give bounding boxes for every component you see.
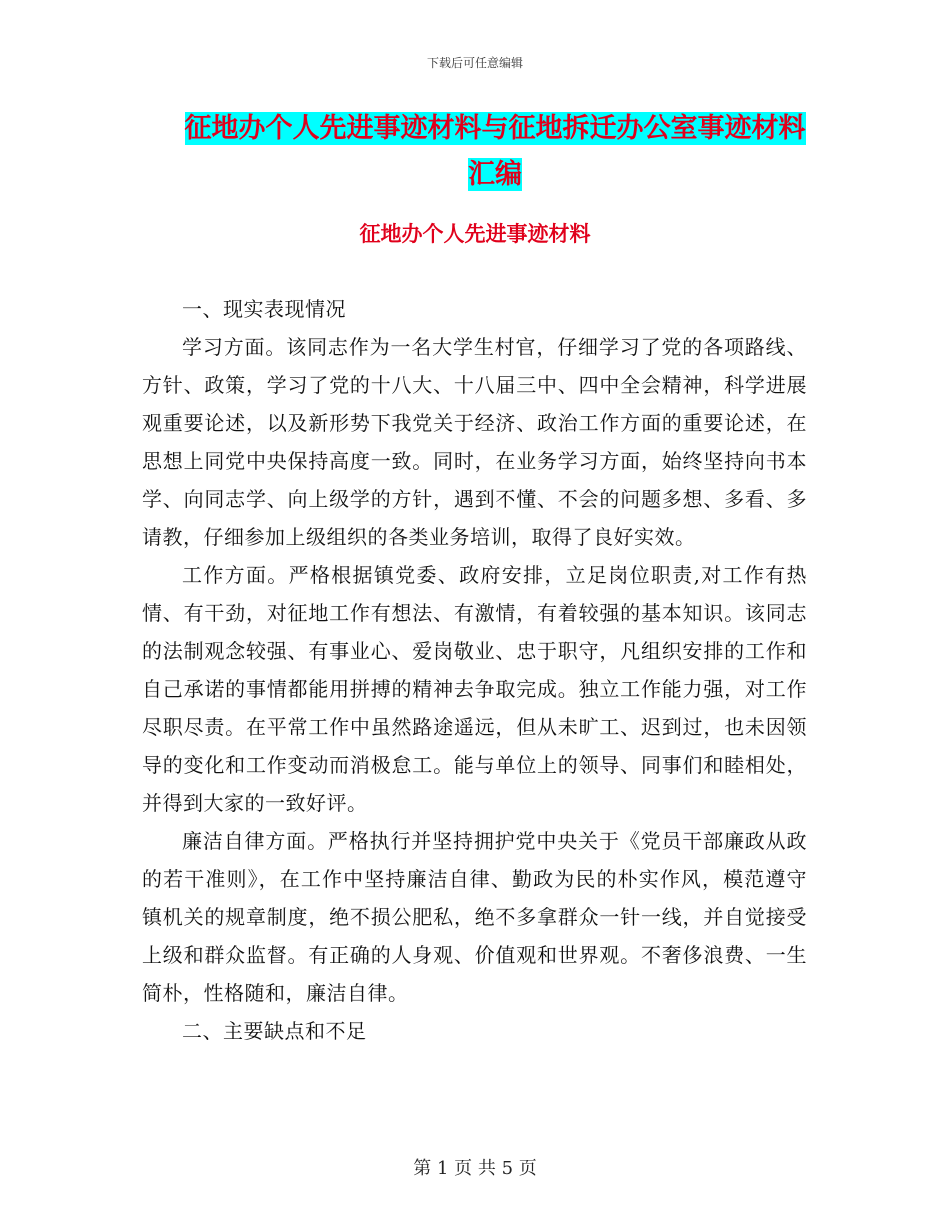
paragraph-integrity: 廉洁自律方面。严格执行并坚持拥护党中央关于《党员干部廉政从政的若干准则》，在工作中坚持廉洁自律、勤政为民的朴实作风，模范遵守镇机关的规章制度，绝不损公肥私，绝不多拿群众一针一线，并自觉接受上级和群众监督。有正确的人身观、价值观和世界观。不奢侈浪费、一生简朴，性格随和，廉洁自律。 xyxy=(142,829,807,1005)
document-title xyxy=(150,106,840,198)
document-body xyxy=(142,290,807,1050)
paragraph-study: 学习方面。该同志作为一名大学生村官，仔细学习了党的各项路线、方针、政策，学习了党的十八大、十八届三中、四中全会精神，科学进展观重要论述，以及新形势下我党关于经济、政治工作方面的重要论述，在思想上同党中央保持高度一致。同时，在业务学习方面，始终坚持向书本学、向同志学、向上级学的方针，遇到不懂、不会的问题多想、多看、多请教，仔细参加上级组织的各类业务培训，取得了良好实效。 xyxy=(142,335,807,549)
header-note: 下载后可任意编辑 xyxy=(426,56,523,70)
section-heading-2: 二、主要缺点和不足 xyxy=(182,1019,367,1043)
document-title-line2: 汇编 xyxy=(468,159,522,190)
paragraph-work: 工作方面。严格根据镇党委、政府安排，立足岗位职责,对工作有热情、有干劲，对征地工作有想法、有激情，有着较强的基本知识。该同志的法制观念较强、有事业心、爱岗敬业、忠于职守，凡组织安排的工作和自己承诺的事情都能用拼搏的精神去争取完成。独立工作能力强，对工作尽职尽责。在平常工作中虽然路途遥远，但从未旷工、迟到过，也未因领导的变化和工作变动而消极怠工。能与单位上的领导、同事们和睦相处，并得到大家的一致好评。 xyxy=(142,563,807,815)
section-title: 征地办个人先进事迹材料 xyxy=(359,222,591,246)
document-title-line1: 征地办个人先进事迹材料与征地拆迁办公室事迹材料 xyxy=(184,113,806,144)
page-number: 第 1 页 共 5 页 xyxy=(413,1158,537,1179)
section-heading-1: 一、现实表现情况 xyxy=(182,297,346,321)
